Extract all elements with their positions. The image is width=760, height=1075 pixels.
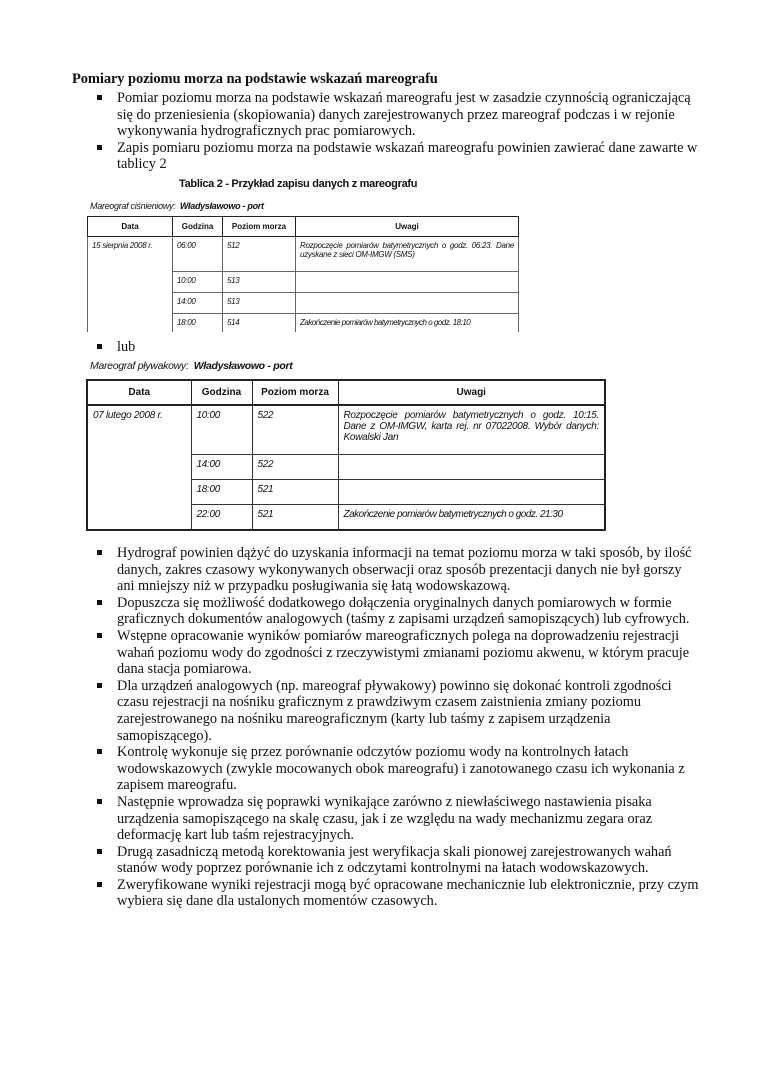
note-cell: Rozpoczęcie pomiarów batymetrycznych o godz. 06:23. Dane uzyskane z sieci OM-IMGW (SMS) [296,237,519,272]
note-cell [338,480,605,505]
level-cell: 514 [223,314,296,333]
level-cell: 522 [252,405,338,455]
level-cell: 522 [252,455,338,480]
table1-label: Mareograf ciśnieniowy: Władysławowo - port [90,201,264,211]
time-cell: 06:00 [173,237,223,272]
table-row [88,237,519,272]
date-cell: 15 sierpnia 2008 r. [88,237,173,333]
time-cell: 18:00 [173,314,223,333]
list-item: Dla urządzeń analogowych (np. mareograf pływakowy) powinno się dokonać kontroli zgodności czasu rejestracji na nośniku graficznym z prawdziwym czasem zaistnienia zmiany poziomu zarejestrowanego na nośniku mareograficznym (karty lub taśmy z zapisem urządzenia samopiszącego). [72,678,702,744]
square-bullet-icon [97,633,102,638]
square-bullet-icon [97,683,102,688]
level-cell: 521 [252,480,338,505]
square-bullet-icon [97,145,102,150]
time-cell: 18:00 [191,480,252,505]
note-cell [296,293,519,314]
column-header-date: Data [88,217,173,237]
intro-bullet-list [72,90,702,173]
column-header-time: Godzina [173,217,223,237]
level-cell: 513 [223,272,296,293]
square-bullet-icon [97,849,102,854]
list-item: Kontrolę wykonuje się przez porównanie odczytów poziomu wody na kontrolnych łatach wodowskazowych (zwykle mocowanych obok mareografu) i zanotowanego czasu ich wykonania z zapisem mareografu. [72,744,702,794]
time-cell: 10:00 [173,272,223,293]
square-bullet-icon [97,882,102,887]
separator-bullet-list [72,339,702,356]
note-cell [338,455,605,480]
list-item: Dopuszcza się możliwość dodatkowego dołączenia oryginalnych danych pomiarowych w formie graficznych dokumentów analogowych (taśmy z zapisami urządzeń samopiszących) lub cyfrowych. [72,595,702,628]
time-cell: 14:00 [191,455,252,480]
square-bullet-icon [97,95,102,100]
list-item: Następnie wprowadza się poprawki wynikające zarówno z niewłaściwego nastawienia pisaka urządzenia samopiszącego na skalę czasu, jak i ze względu na wady mechanizmu zegara oraz deformację kart lub taśm rejestracyjnych. [72,794,702,844]
time-cell: 22:00 [191,505,252,531]
square-bullet-icon [97,749,102,754]
list-item: Pomiar poziomu morza na podstawie wskazań mareografu jest w zasadzie czynnością ograniczającą się do przeniesienia (skopiowania) danych zarejestrowanych przez mareograf podczas i w rejonie wykonywania hydrograficznych prac pomiarowych. [72,90,702,140]
column-header-notes: Uwagi [338,380,605,405]
square-bullet-icon [97,600,102,605]
table-row [87,405,605,455]
mareograph-table-float [86,379,606,531]
note-cell: Zakończenie pomiarów batymetrycznych o godz. 21:30 [338,505,605,531]
table-header-row [87,380,605,405]
mareograph-table-pressure [87,216,519,332]
list-item: lub [72,339,702,356]
note-cell: Zakończenie pomiarów batymetrycznych o godz. 18:10 [296,314,519,333]
square-bullet-icon [97,799,102,804]
level-cell: 521 [252,505,338,531]
section-heading: Pomiary poziomu morza na podstawie wskazań mareografu [72,71,438,87]
date-cell: 07 lutego 2008 r. [87,405,191,530]
square-bullet-icon [97,550,102,555]
table-caption: Tablica 2 - Przykład zapisu danych z mareografu [179,178,418,190]
level-cell: 513 [223,293,296,314]
list-item: Zapis pomiaru poziomu morza na podstawie wskazań mareografu powinien zawierać dane zawarte w tablicy 2 [72,140,702,173]
level-cell: 512 [223,237,296,272]
note-cell: Rozpoczęcie pomiarów batymetrycznych o godz. 10:15. Dane z OM-IMGW, karta rej. nr 07022008. Wybór danych: Kowalski Jan [338,405,605,455]
note-cell [296,272,519,293]
body-bullet-list [72,545,702,910]
square-bullet-icon [97,344,102,349]
column-header-level: Poziom morza [252,380,338,405]
list-item: Drugą zasadniczą metodą korektowania jest weryfikacja skali pionowej zarejestrowanych wahań stanów wody poprzez porównanie ich z odczytami kontrolnymi na łatach wodowskazowych. [72,844,702,877]
column-header-time: Godzina [191,380,252,405]
table-header-row [88,217,519,237]
table1-container [87,216,519,332]
column-header-notes: Uwagi [296,217,519,237]
column-header-level: Poziom morza [223,217,296,237]
list-item: Zweryfikowane wyniki rejestracji mogą być opracowane mechanicznie lub elektronicznie, przy czym wybiera się dane dla ustalonych momentów czasowych. [72,877,702,910]
list-item: Wstępne opracowanie wyników pomiarów mareograficznych polega na doprowadzeniu rejestracji wahań poziomu wody do zgodności z rzeczywistymi zmianami poziomu akwenu, w którym pracuje dana stacja pomiarowa. [72,628,702,678]
table2-label: Mareograf pływakowy: Władysławowo - port [90,360,293,372]
time-cell: 14:00 [173,293,223,314]
column-header-date: Data [87,380,191,405]
list-item: Hydrograf powinien dążyć do uzyskania informacji na temat poziomu morza w taki sposób, by ilość danych, zakres czasowy wykonywanych obserwacji oraz sposób prezentacji danych nie był gorszy ani mniejszy niż w przypadku posługiwania się łatą wodowskazową. [72,545,702,595]
time-cell: 10:00 [191,405,252,455]
